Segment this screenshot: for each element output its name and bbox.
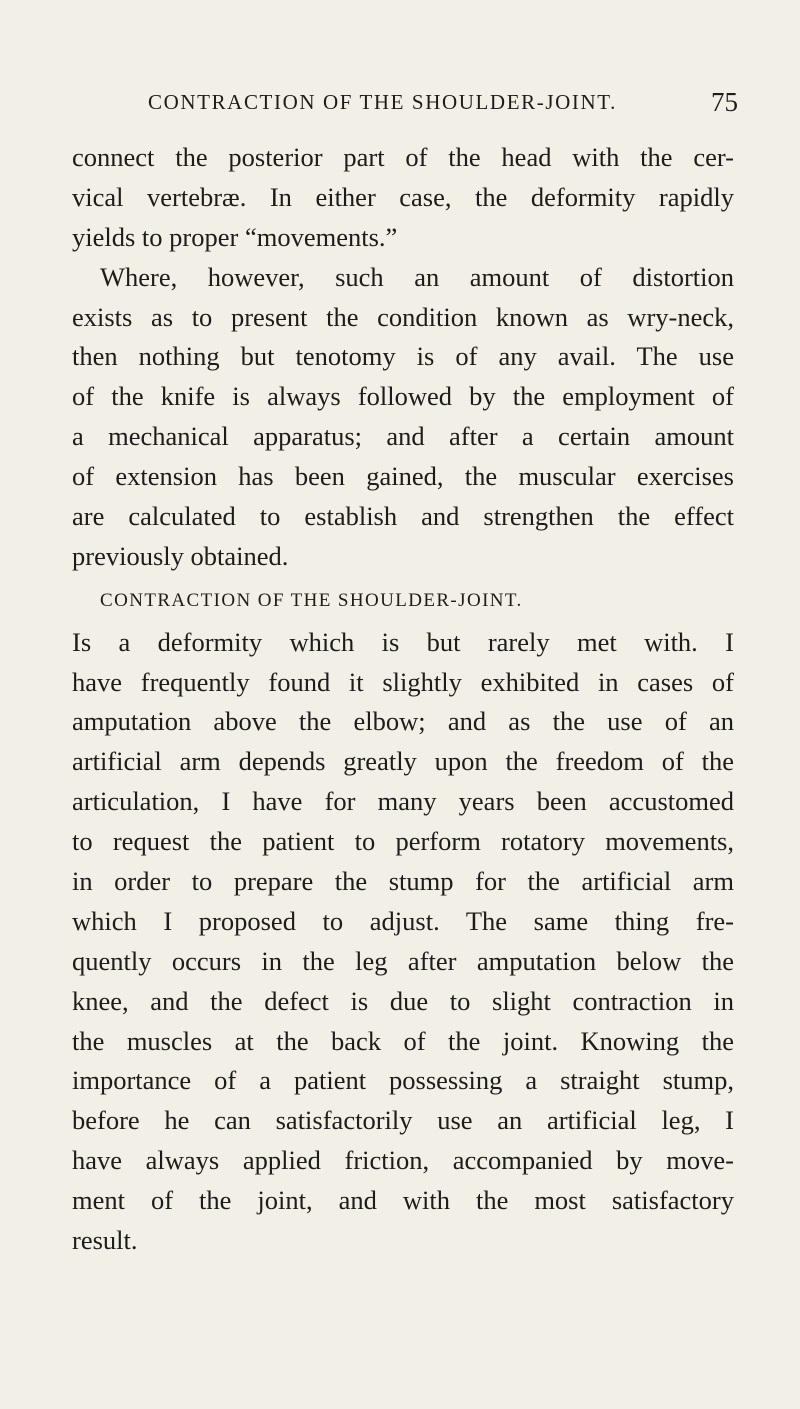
text-line: have frequently found it slightly exhibited in cases of xyxy=(72,666,734,697)
text-line: before he can satisfactorily use an artificial leg, I xyxy=(72,1105,734,1136)
text-line: quently occurs in the leg after amputation below the xyxy=(72,945,734,976)
text-line: have always applied friction, accompanied by move- xyxy=(72,1145,734,1176)
body-text xyxy=(72,138,734,1261)
text-line: of extension has been gained, the muscular exercises xyxy=(72,461,734,492)
text-line: artificial arm depends greatly upon the freedom of the xyxy=(72,746,734,777)
text-line: which I proposed to adjust. The same thing fre- xyxy=(72,905,734,936)
text-line: knee, and the defect is due to slight contraction in xyxy=(72,985,734,1016)
text-line: previously obtained. xyxy=(72,540,289,571)
text-line: articulation, I have for many years been accustomed xyxy=(72,786,734,817)
text-line: ment of the joint, and with the most satisfactory xyxy=(72,1185,734,1216)
paragraph xyxy=(72,623,734,1261)
text-line: yields to proper “movements.” xyxy=(72,221,398,252)
text-line: vical vertebræ. In either case, the deformity rapidly xyxy=(72,181,734,212)
running-title: CONTRACTION OF THE SHOULDER-JOINT. xyxy=(148,90,617,114)
section-heading: CONTRACTION OF THE SHOULDER-JOINT. xyxy=(100,589,523,611)
text-line: exists as to present the condition known as wry-neck, xyxy=(72,301,734,332)
text-line: are calculated to establish and strengthen the effect xyxy=(72,501,734,532)
text-line: importance of a patient possessing a straight stump, xyxy=(72,1065,734,1096)
running-header xyxy=(148,84,738,120)
text-line: result. xyxy=(72,1225,138,1256)
paragraph xyxy=(72,258,734,577)
text-line: to request the patient to perform rotatory movements, xyxy=(72,826,734,857)
text-line: of the knife is always followed by the employment of xyxy=(72,381,734,412)
text-line: Where, however, such an amount of distortion xyxy=(100,261,734,292)
text-line: then nothing but tenotomy is of any avail. The use xyxy=(72,341,734,372)
text-line: Is a deformity which is but rarely met with. I xyxy=(72,626,734,657)
text-line: connect the posterior part of the head with the cer- xyxy=(72,142,734,172)
paragraph xyxy=(72,138,734,258)
text-line: in order to prepare the stump for the artificial arm xyxy=(72,866,734,897)
page-number: 75 xyxy=(711,87,738,117)
text-line: a mechanical apparatus; and after a certain amount xyxy=(72,421,734,452)
text-line: amputation above the elbow; and as the use of an xyxy=(72,706,734,737)
text-line: the muscles at the back of the joint. Knowing the xyxy=(72,1025,734,1056)
